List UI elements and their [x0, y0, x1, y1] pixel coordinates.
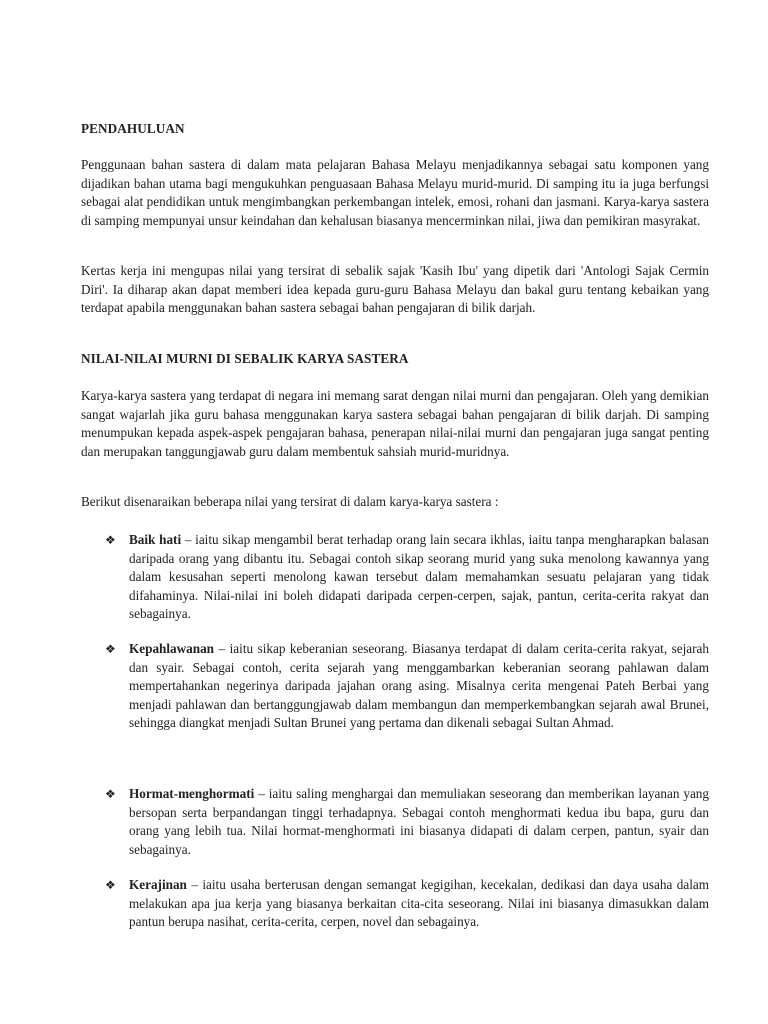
- values-list: [105, 876, 709, 932]
- values-list: [105, 531, 709, 624]
- diamond-bullet-icon: ❖: [105, 642, 116, 656]
- diamond-bullet-icon: ❖: [105, 787, 116, 801]
- values-list: [105, 640, 709, 733]
- list-item-hormat-menghormati: [105, 785, 709, 859]
- term-description: – iaitu usaha berterusan dengan semangat kegigihan, kecekalan, dedikasi dan daya usaha dalam melakukan apa jua kerja yang biasanya berkaitan cita-cita seseorang. Nilai ini biasanya dimasukkan dalam pantun berupa nasihat, cerita-cerita, cerpen, novel dan sebagainya.: [129, 877, 709, 930]
- term-label: Kerajinan: [129, 877, 187, 892]
- paragraph-intro: Penggunaan bahan sastera di dalam mata pelajaran Bahasa Melayu menjadikannya sebagai satu komponen yang dijadikan bahan utama bagi mengukuhkan penguasaan Bahasa Melayu murid-murid. Di samping itu ia juga berfungsi sebagai alat pendidikan untuk mengimbangkan perkembangan intelek, emosi, rohani dan jasmani. Karya-karya sastera di samping mempunyai unsur keindahan dan kehalusan biasanya mencerminkan nilai, jiwa dan pemikiran masyrakat.: [81, 157, 709, 228]
- list-item-baik-hati: [105, 531, 709, 624]
- values-list: [105, 785, 709, 859]
- diamond-bullet-icon: ❖: [105, 533, 116, 547]
- term-label: Kepahlawanan: [129, 641, 215, 656]
- heading-nilai-murni: NILAI-NILAI MURNI DI SEBALIK KARYA SASTERA: [81, 351, 409, 366]
- list-item-kepahlawanan: [105, 640, 709, 733]
- term-description: – iaitu sikap mengambil berat terhadap orang lain secara ikhlas, iaitu tanpa mengharapkan balasan daripada orang yang dibantu itu. Sebagai contoh sikap seorang murid yang suka menolong kawannya yang dalam kesusahan seperti menolong kawan tersebut dalam memahamkan sesuatu pelajaran yang tidak difahaminya. Nilai-nilai ini boleh didapati daripada cerpen-cerpen, sajak, pantun, cerita-cerita rakyat dan sebagainya.: [129, 532, 709, 622]
- term-description: – iaitu sikap keberanian seseorang. Biasanya terdapat di dalam cerita-cerita rakyat, sejarah dan syair. Sebagai contoh, cerita sejarah yang menggambarkan keberanian seorang pahlawan dalam mempertahankan negerinya daripada jajahan orang asing. Misalnya cerita mengenai Pateh Berbai yang menjadi pahlawan dan bertanggungjawab dalam membangun dan memperkembangkan sejarah awal Brunei, sehingga diangkat menjadi Sultan Brunei yang pertama dan dikenali sebagai Sultan Ahmad.: [129, 641, 709, 731]
- heading-pendahuluan: PENDAHULUAN: [81, 121, 185, 136]
- term-label: Hormat-menghormati: [129, 786, 255, 801]
- term-description: – iaitu saling menghargai dan memuliakan seseorang dan memberikan layanan yang bersopan serta berpandangan tinggi terhadapnya. Sebagai contoh menghormati kedua ibu bapa, guru dan orang yang lebih tua. Nilai hormat-menghormati ini biasanya didapati di dalam cerpen, pantun, syair dan sebagainya.: [129, 786, 709, 857]
- paragraph-paper-scope: Kertas kerja ini mengupas nilai yang tersirat di sebalik sajak 'Kasih Ibu' yang dipetik dari 'Antologi Sajak Cermin Diri'. Ia diharap akan dapat memberi idea kepada guru-guru Bahasa Melayu dan bakal guru tentang kebaikan yang terdapat apabila menggunakan bahan sastera sebagai bahan pengajaran di bilik darjah.: [81, 263, 709, 316]
- list-item-kerajinan: [105, 876, 709, 932]
- paragraph-karya-sastera: Karya-karya sastera yang terdapat di negara ini memang sarat dengan nilai murni dan pengajaran. Oleh yang demikian sangat wajarlah jika guru bahasa menggunakan karya sastera sebagai bahan pengajaran di bilik darjah. Di samping menumpukan kepada aspek-aspek pengajaran bahasa, penerapan nilai-nilai murni dan pengajaran juga sangat penting dan merupakan tanggungjawab guru dalam membentuk sahsiah murid-muridnya.: [81, 388, 709, 459]
- paragraph-list-intro: Berikut disenaraikan beberapa nilai yang tersirat di dalam karya-karya sastera :: [81, 494, 499, 509]
- diamond-bullet-icon: ❖: [105, 878, 116, 892]
- term-label: Baik hati: [129, 532, 182, 547]
